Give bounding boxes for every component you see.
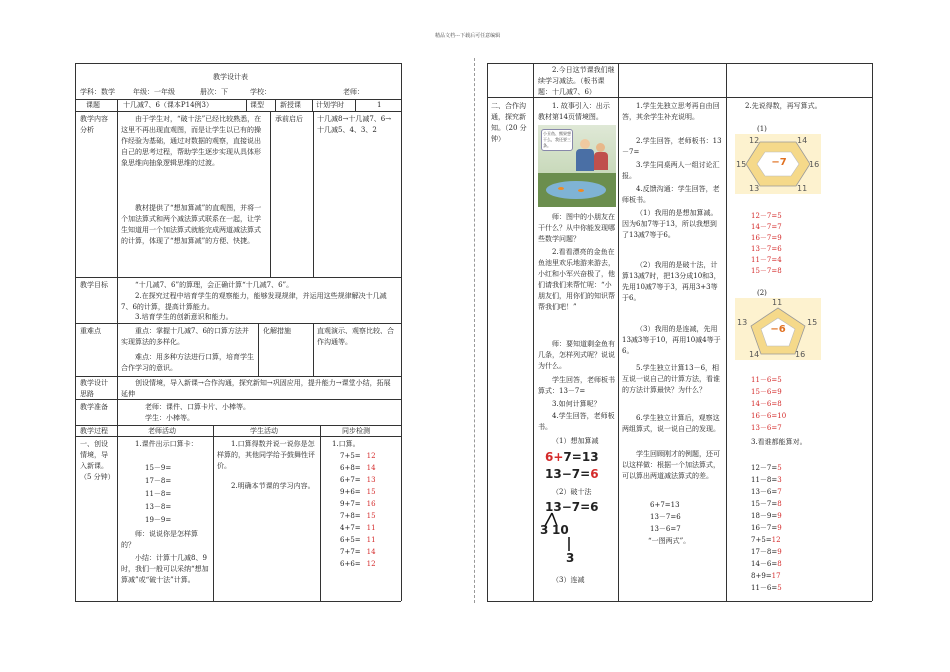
goal-1: “十几减7、6”的算理，会正确计算“十几减7、6”。 [135, 281, 294, 289]
student-4: 4.反馈沟通：学生回答，老师板书。 [622, 185, 720, 204]
story-intro: 1. 故事引入：出示教材第14页情境图。 [538, 102, 610, 121]
equation-break-ten: 13−7=6 [545, 500, 599, 514]
hex-right: 16 [809, 160, 820, 169]
method-2-label: （2）破十法 [552, 488, 592, 496]
cont-text: 2.今日这节课我们继续学习减法。（板书课题：十几减7、6） [538, 66, 615, 96]
stage2-label: 二、合作沟通，探究新知。（20 分钟） [491, 102, 527, 143]
stage1-student-1: 1.口算得数并说一说你是怎样算的，其他同学给予鼓舞性评价。 [217, 440, 315, 470]
process-col-teacher: 老师活动 [148, 427, 176, 435]
meta-volume: 册次：下 [200, 88, 228, 96]
check-item: 7+8= 15 [340, 512, 376, 520]
prep-teacher: 老师：课件、口算卡片、小棒等。 [145, 403, 250, 411]
oral-card: 19－9= [145, 516, 172, 524]
check-item: 12－7=5 [751, 464, 782, 472]
teacher-ask-4: 学生回答，老师板书算式：13－7= [538, 376, 615, 395]
oral-card: 13－8= [145, 503, 172, 511]
process-col-check: 同步检测 [342, 427, 370, 435]
check-item: 7+7= 14 [340, 548, 376, 556]
child-head-2 [596, 143, 605, 152]
fish-icon [578, 189, 584, 192]
check-item: 18－9=9 [751, 512, 782, 520]
teacher-ask-3: 师：要知道剩金鱼有几条，怎样列式呢？说说为什么。 [538, 340, 615, 370]
lesson-type-value: 新授课 [280, 101, 301, 109]
goals-label: 教学目标 [80, 281, 108, 289]
pent-bottom-right: 16 [795, 350, 806, 359]
pent-top: 11 [772, 298, 783, 307]
check-item: 15－7=8 [751, 500, 782, 508]
hex-top-right: 14 [797, 136, 808, 145]
analysis-text-1: 由于学生对，“破十法”已经比较熟悉，在这里不再出现直观图，而是让学生以已有的操作经验为基础，通过对数据的观察，直接说出自己的思考过程，帮助学生逐步实现从具体形象思维向抽象逻辑思维的过渡。 [121, 115, 262, 167]
lesson-type-label: 课型 [250, 101, 264, 109]
method-1-label: （1）想加算减 [552, 437, 599, 445]
child-body-2 [594, 152, 608, 170]
check-item: 17－8=9 [751, 548, 782, 556]
connect-label: 承前启后 [275, 115, 303, 123]
check-item: 13－7=6 [751, 245, 782, 253]
equation-add: 6+7=13 [545, 450, 599, 464]
stage1-label: 一、创设情境，导入新课。（5 分钟） [80, 440, 115, 481]
goal-3: 3.培育学生的创新意识和能力。 [135, 313, 233, 321]
check-item: 16－7=9 [751, 524, 782, 532]
split-result: 3 [566, 551, 575, 565]
meta-subject: 学科：数学 [80, 88, 115, 96]
fish-icon [558, 187, 564, 190]
student-7: （3）我用的是连减，先用13减3等于10，再用10减4等于6。 [622, 325, 721, 355]
oral-card: 17－8= [145, 477, 172, 485]
speech-bubble: 小丑鱼、熊果想干么，我还要三条。 [541, 129, 573, 151]
key-point: 重点：掌握十几减7、6的口算方法并实现算法的多样化。 [121, 327, 249, 346]
check-item: 14－6=8 [751, 560, 782, 568]
stage1-summary: 小结：计算十几减8、9时，我们一般可以采纳“想加算减”或“破十法”计算。 [121, 554, 209, 584]
check-item: 7+5=12 [751, 536, 781, 544]
split-part-3: 3 [540, 523, 549, 537]
meta-grade: 年级：一年级 [133, 88, 175, 96]
student-8: 5.学生独立计算13－6，相互说一说自己的计算方法，看谁的方法计算最快？为什么？ [622, 364, 720, 394]
student-2: 2.学生回答，老师板书：13－7= [622, 137, 722, 156]
check-item: 9+7= 16 [340, 500, 376, 508]
pentagon-puzzle [735, 298, 821, 360]
header-note: 精品文档---下载后可任意编辑 [435, 33, 501, 39]
check-item: 7+5= 12 [340, 452, 376, 460]
student-3: 3.学生同桌两人一组讨论汇报。 [622, 161, 720, 180]
method-3-label: （3）连减 [552, 576, 585, 584]
check-item: 14－6=8 [751, 400, 782, 408]
check-item: 11－6=5 [751, 584, 782, 592]
fact-equation: 13－6=7 [650, 525, 681, 533]
split-part-10: 10 [552, 523, 569, 537]
stage1-student-2: 2.明确本节课的学习内容。 [231, 482, 315, 490]
meta-school: 学校： [250, 88, 271, 96]
prep-label: 教学准备 [80, 403, 108, 411]
teacher-ask-1: 师：图中的小朋友在干什么？从中你能发现哪些数学问题？ [538, 213, 615, 243]
check-item: 4+7= 11 [340, 524, 376, 532]
analysis-label: 教学内容分析 [80, 115, 108, 134]
check-item: 13－6=7 [751, 424, 782, 432]
meta-teacher: 老师： [343, 88, 364, 96]
prep-student: 学生：小棒等。 [145, 414, 194, 422]
hours-value: 1 [377, 101, 382, 109]
oral-card: 15－9= [145, 464, 172, 472]
process-col-student: 学生活动 [250, 427, 278, 435]
check-item: 6+6= 12 [340, 560, 376, 568]
student-5: （1）我用的是想加算减。因为6加7等于13，所以我想到了13减7等于6。 [622, 209, 718, 239]
check-item: 13－6=7 [751, 488, 782, 496]
check-item: 6+7= 13 [340, 476, 376, 484]
method-label: 化解措施 [263, 327, 291, 335]
topic-label: 课题 [86, 101, 100, 109]
stage1-ask: 师：说说你是怎样算的？ [121, 530, 198, 549]
oral-card: 11－8= [145, 490, 172, 498]
fish-pond [546, 181, 606, 199]
check-item: 6+5= 11 [340, 536, 376, 544]
check2-part2: (2) [757, 289, 767, 297]
pent-center: −6 [770, 324, 786, 335]
check-item: 11－7=4 [751, 256, 782, 264]
hexagon-puzzle [735, 134, 821, 194]
teacher-ask-2: 2.看看漂亮的金鱼在鱼池里欢乐地游来游去，小红和小军兴奋极了，他们请我们来帮忙呢：“小朋友们，用你们的知识帮帮我们吧！” [538, 248, 615, 311]
hex-top-left: 12 [749, 136, 760, 145]
hex-bottom-left: 13 [749, 184, 760, 193]
hard-point: 难点：用多种方法进行口算，培育学生合作学习的意识。 [121, 353, 254, 372]
page-title: 教学设计表 [213, 73, 248, 81]
hex-left: 15 [736, 160, 747, 169]
idea-value: 创设情境，导入新课→合作沟通，探究新知→巩固应用，提升能力→课堂小结，拓展延伸 [121, 379, 391, 398]
motto: “一图两式”。 [648, 537, 691, 545]
check1-title: 1.口算。 [332, 440, 360, 448]
student-6: （2）我用的是破十法，计算13减7时，把13分成10和3，先用10减7等于3，再用3+3等于6。 [622, 261, 721, 302]
check-item: 15－7=8 [751, 267, 782, 275]
check3-title: 3.看谁都能算对。 [751, 438, 807, 446]
student-10: 学生回顾刚才的例题，还可以这样做：根据一个加法算式，可以算出两道减法算式的差。 [622, 450, 720, 480]
goal-2: 2.在探究过程中培育学生的观察能力，能够发现规律，并运用这些规律解决十几减7、6的计算，提高计算能力。 [121, 292, 387, 311]
topic-value: 十几减7、6（课本P14例3） [123, 101, 213, 109]
check-item: 9+6= 15 [340, 488, 376, 496]
check-item: 8+9=17 [751, 572, 781, 580]
pent-left: 13 [737, 318, 748, 327]
child-head [580, 139, 590, 149]
child-body [576, 149, 594, 171]
method-value: 直观演示、观察比较、合作沟通等。 [317, 327, 394, 346]
fact-equation: 13－7=6 [650, 513, 681, 521]
key-label: 重难点 [80, 327, 101, 335]
teacher-ask-5: 3.如何计算呢？ [552, 400, 601, 408]
check2-part1: (1) [757, 125, 767, 133]
idea-label: 教学设计思路 [80, 379, 108, 398]
check-item: 14－7=7 [751, 223, 782, 231]
teacher-ask-6: 4.学生回答，老师板书。 [538, 412, 615, 431]
hex-bottom-right: 11 [797, 184, 808, 193]
check-item: 16－6=10 [751, 412, 787, 420]
check-item: 6+8= 14 [340, 464, 376, 472]
check-item: 11－8=3 [751, 476, 782, 484]
check-item: 12－7=5 [751, 212, 782, 220]
hex-center: −7 [771, 157, 787, 168]
analysis-text-2: 教材提供了“想加算减”的直观图，并将一个加法算式和两个减法算式联系在一起，让学生知道用一个加法算式就能完成两道减法算式的计算，体现了“想加算减”的方便、快捷。 [121, 204, 262, 245]
check-item: 16－7=9 [751, 234, 782, 242]
pent-bottom-left: 14 [749, 350, 760, 359]
stage1-teacher-intro: 1.课件出示口算卡： [135, 440, 198, 448]
pent-right: 15 [807, 318, 818, 327]
hours-label: 计划学时 [316, 101, 344, 109]
connect-value: 十几减8→十几减7、6→十几减5、4、3、2 [317, 115, 392, 134]
scene-illustration [538, 125, 616, 207]
student-1: 1.学生先独立思考再自由回答，其余学生补充说明。 [622, 102, 720, 121]
student-9: 6.学生独立计算后，观察这两组算式，说一说自己的发现。 [622, 414, 720, 433]
check-item: 15－6=9 [751, 388, 782, 396]
check-item: 11－6=5 [751, 376, 782, 384]
fact-equation: 6+7=13 [650, 501, 680, 509]
equation-sub: 13−7=6 [545, 467, 599, 481]
process-col-stage: 教学过程 [80, 427, 108, 435]
check2-title: 2.先说得数，再写算式。 [745, 102, 822, 110]
page-fold-divider [474, 58, 475, 603]
